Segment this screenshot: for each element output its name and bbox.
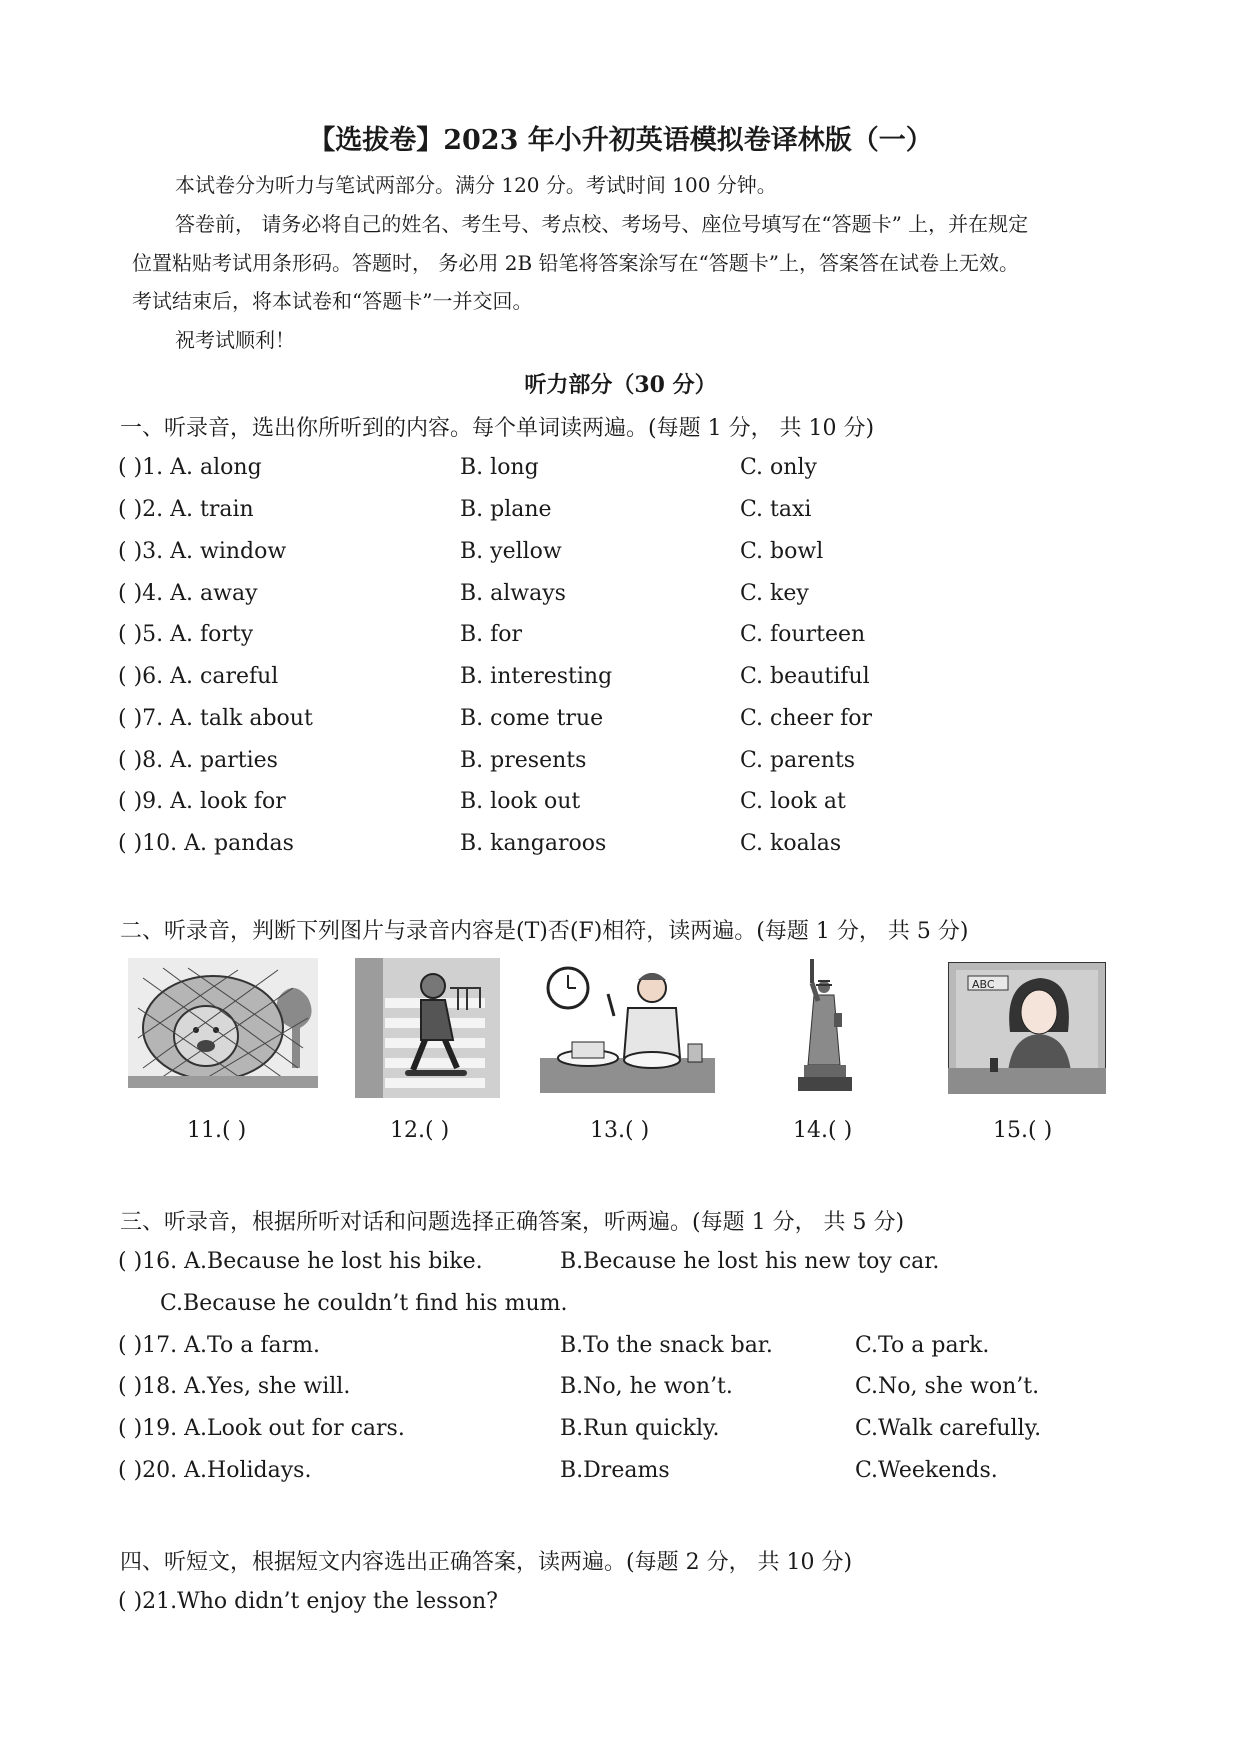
q6-b: B. interesting bbox=[460, 664, 613, 689]
q20-b: B.Dreams bbox=[560, 1458, 670, 1483]
q15-label: 15.( ) bbox=[993, 1118, 1053, 1143]
board-text: ABC bbox=[972, 978, 995, 991]
q1-a: ( )1. A. along bbox=[118, 455, 262, 480]
q5-a: ( )5. A. forty bbox=[118, 622, 254, 647]
q20-c: C.Weekends. bbox=[855, 1458, 998, 1483]
q19-a: ( )19. A.Look out for cars. bbox=[118, 1416, 405, 1441]
q12-label: 12.( ) bbox=[390, 1118, 450, 1143]
q16-b: B.Because he lost his new toy car. bbox=[560, 1249, 940, 1274]
section-1-heading: 一、听录音，选出你所听到的内容。每个单词读两遍。(每题 1 分， 共 10 分) bbox=[120, 416, 875, 441]
q16-a: ( )16. A.Because he lost his bike. bbox=[118, 1249, 483, 1274]
q9-b: B. look out bbox=[460, 789, 581, 814]
q11-label: 11.( ) bbox=[187, 1118, 247, 1143]
q17-a: ( )17. A.To a farm. bbox=[118, 1333, 320, 1358]
q7-c: C. cheer for bbox=[740, 706, 872, 731]
q8-c: C. parents bbox=[740, 748, 856, 773]
q13-label: 13.( ) bbox=[590, 1118, 650, 1143]
q19-b: B.Run quickly. bbox=[560, 1416, 720, 1441]
intro-line-5: 祝考试顺利！ bbox=[175, 328, 295, 352]
q6-a: ( )6. A. careful bbox=[118, 664, 279, 689]
section-4-heading: 四、听短文，根据短文内容选出正确答案，读两遍。(每题 2 分， 共 10 分) bbox=[120, 1550, 853, 1575]
q9-a: ( )9. A. look for bbox=[118, 789, 286, 814]
q3-c: C. bowl bbox=[740, 539, 824, 564]
q10-c: C. koalas bbox=[740, 831, 842, 856]
breakfast-clock-picture bbox=[540, 958, 715, 1093]
q9-c: C. look at bbox=[740, 789, 846, 814]
q16-c: C.Because he couldn’t find his mum. bbox=[160, 1291, 568, 1316]
q1-c: C. only bbox=[740, 455, 817, 480]
section-2-heading: 二、听录音，判断下列图片与录音内容是(T)否(F)相符，读两遍。(每题 1 分， 共 5 分) bbox=[120, 919, 969, 944]
section-3-heading: 三、听录音，根据所听对话和问题选择正确答案，听两遍。(每题 1 分， 共 5 分) bbox=[120, 1210, 905, 1235]
q20-a: ( )20. A.Holidays. bbox=[118, 1458, 312, 1483]
q4-c: C. key bbox=[740, 581, 809, 606]
q8-a: ( )8. A. parties bbox=[118, 748, 278, 773]
page-title: 【选拔卷】2023 年小升初英语模拟卷译林版（一） bbox=[308, 125, 933, 156]
q6-c: C. beautiful bbox=[740, 664, 870, 689]
intro-line-3: 位置粘贴考试用条形码。答题时， 务必用 2B 铅笔将答案涂写在“答题卡”上，答案答在试卷上无效。 bbox=[132, 251, 1019, 275]
q18-c: C.No, she won’t. bbox=[855, 1374, 1040, 1399]
q17-b: B.To the snack bar. bbox=[560, 1333, 773, 1358]
intro-line-4: 考试结束后，将本试卷和“答题卡”一并交回。 bbox=[132, 289, 533, 313]
q21-question: ( )21.Who didn’t enjoy the lesson? bbox=[118, 1589, 498, 1614]
q7-b: B. come true bbox=[460, 706, 604, 731]
q19-c: C.Walk carefully. bbox=[855, 1416, 1042, 1441]
q18-a: ( )18. A.Yes, she will. bbox=[118, 1374, 351, 1399]
q2-c: C. taxi bbox=[740, 497, 812, 522]
q4-a: ( )4. A. away bbox=[118, 581, 258, 606]
q8-b: B. presents bbox=[460, 748, 587, 773]
q3-a: ( )3. A. window bbox=[118, 539, 287, 564]
listening-heading: 听力部分（30 分） bbox=[524, 372, 717, 398]
q3-b: B. yellow bbox=[460, 539, 562, 564]
q18-b: B.No, he won’t. bbox=[560, 1374, 733, 1399]
q4-b: B. always bbox=[460, 581, 566, 606]
intro-line-1: 本试卷分为听力与笔试两部分。满分 120 分。考试时间 100 分钟。 bbox=[175, 173, 777, 197]
q5-c: C. fourteen bbox=[740, 622, 866, 647]
q1-b: B. long bbox=[460, 455, 539, 480]
q10-b: B. kangaroos bbox=[460, 831, 607, 856]
intro-line-2: 答卷前， 请务必将自己的姓名、考生号、考点校、考场号、座位号填写在“答题卡” 上，并在规定 bbox=[175, 212, 1029, 236]
statue-of-liberty-picture bbox=[790, 955, 860, 1095]
news-presenter-picture bbox=[948, 962, 1106, 1094]
skateboard-picture bbox=[355, 958, 500, 1098]
q5-b: B. for bbox=[460, 622, 523, 647]
q2-a: ( )2. A. train bbox=[118, 497, 254, 522]
lion-net-picture bbox=[128, 958, 318, 1088]
q14-label: 14.( ) bbox=[793, 1118, 853, 1143]
q7-a: ( )7. A. talk about bbox=[118, 706, 313, 731]
q10-a: ( )10. A. pandas bbox=[118, 831, 294, 856]
q17-c: C.To a park. bbox=[855, 1333, 990, 1358]
q2-b: B. plane bbox=[460, 497, 552, 522]
